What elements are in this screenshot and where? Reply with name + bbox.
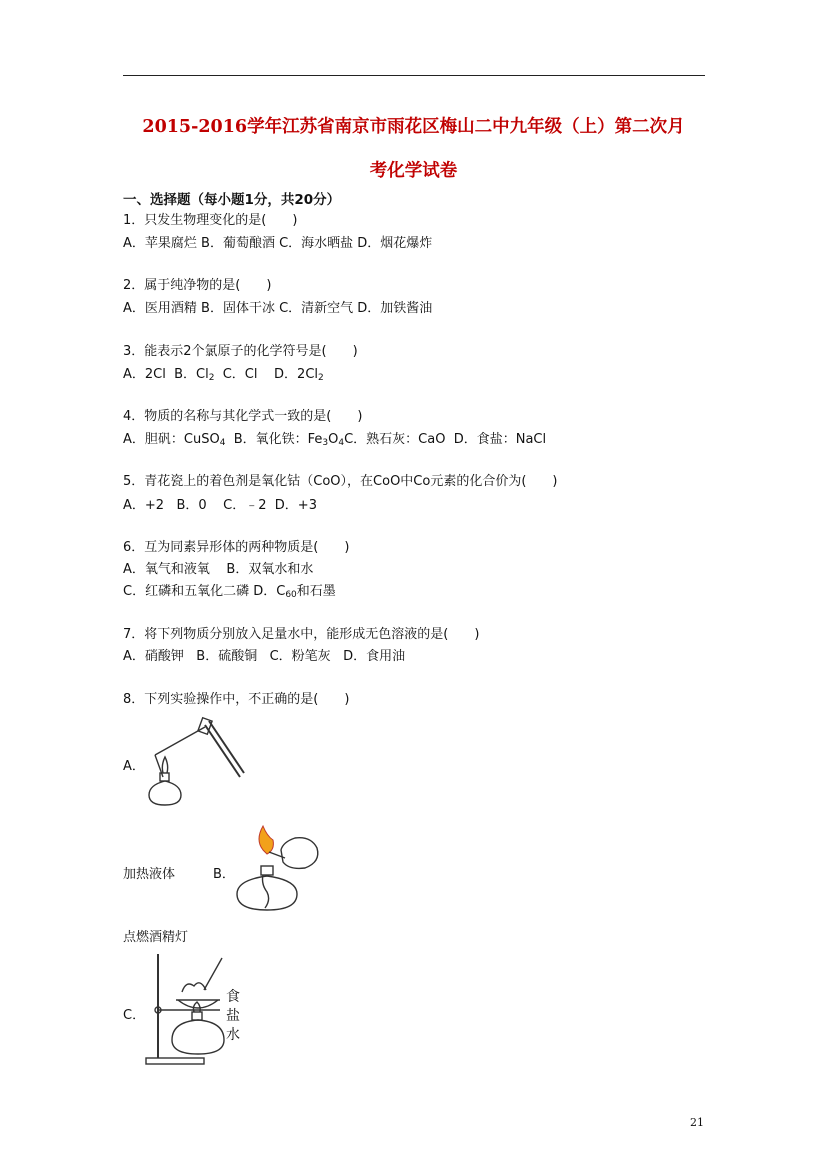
q3-option-d: D．2Cl	[274, 367, 319, 382]
q1-options: A．苹果腐烂 B．葡萄酿酒 C．海水晒盐 D．烟花爆炸	[123, 236, 433, 251]
q7-options: A．硝酸钾 B．硫酸铜 C．粉笔灰 D．食用油	[123, 649, 406, 664]
q4-option-b-sub1: 3	[322, 438, 329, 448]
q6-option-d-rest: 和石墨	[296, 584, 336, 599]
q6-options-1: A．氧气和液氧 B．双氧水和水	[123, 562, 314, 577]
q4-option-a-sub: 4	[219, 438, 226, 448]
fig-c-char-3: 水	[226, 1027, 240, 1043]
fig-c-char-2: 盐	[226, 1008, 240, 1024]
q2-options: A．医用酒精 B．固体干冰 C．清新空气 D．加铁酱油	[123, 301, 433, 316]
q8-label-a: A．	[123, 759, 145, 774]
q4-option-a: A．胆矾：CuSO	[123, 432, 220, 447]
q3-options	[123, 363, 324, 383]
q8-caption-b: 点燃酒精灯	[123, 930, 189, 945]
q3-option-a: A．2Cl	[123, 367, 175, 382]
q4-option-b: B．氧化铁：Fe	[225, 432, 323, 447]
q3-stem: 3．能表示2个氯原子的化学符号是( )	[123, 344, 358, 359]
q5-stem: 5．青花瓷上的着色剂是氧化钴（CoO），在CoO中Co元素的化合价为( )	[123, 474, 558, 489]
q3-option-b: B．Cl	[174, 367, 209, 382]
q3-option-c: C．Cl	[214, 367, 275, 382]
q4-option-b-sub2: 4	[338, 438, 345, 448]
figure-heating-liquid	[145, 715, 245, 810]
q8-label-c: C．	[123, 1008, 146, 1023]
q3-option-b-sub: 2	[208, 373, 215, 383]
q7-stem: 7．将下列物质分别放入足量水中，能形成无色溶液的是( )	[123, 627, 480, 642]
section-heading: 一、选择题（每小题1分，共20分）	[123, 192, 341, 208]
q4-stem: 4．物质的名称与其化学式一致的是( )	[123, 409, 363, 424]
page-number: 21	[690, 1116, 704, 1129]
figure-lighting-lamp	[233, 822, 323, 914]
q4-option-b2: O	[328, 432, 339, 447]
q3-option-d-sub: 2	[318, 373, 324, 383]
q8-caption-a: 加热液体	[123, 867, 176, 882]
page-title-line2: 考化学试卷	[369, 161, 458, 181]
q4-options	[123, 428, 546, 448]
q6-stem: 6．互为同素异形体的两种物质是( )	[123, 540, 350, 555]
q6-options-2	[123, 580, 336, 600]
q2-stem: 2．属于纯净物的是( )	[123, 278, 272, 293]
q4-option-cd: C．熟石灰：CaO D．食盐：NaCl	[344, 432, 547, 447]
q6-option-d-sub: 60	[285, 590, 297, 600]
fig-c-char-1: 食	[226, 989, 240, 1005]
q1-stem: 1．只发生物理变化的是( )	[123, 213, 298, 228]
header-rule	[123, 75, 705, 76]
q6-option-c-d: C．红磷和五氧化二磷 D．C	[123, 584, 286, 599]
q8-stem: 8．下列实验操作中，不正确的是( )	[123, 692, 350, 707]
page-title-line1: 2015-2016学年江苏省南京市雨花区梅山二中九年级（上）第二次月	[142, 117, 685, 137]
q8-label-b: B．	[213, 867, 235, 882]
q5-options: A．+2 B．0 C．﹣2 D．+3	[123, 498, 317, 513]
